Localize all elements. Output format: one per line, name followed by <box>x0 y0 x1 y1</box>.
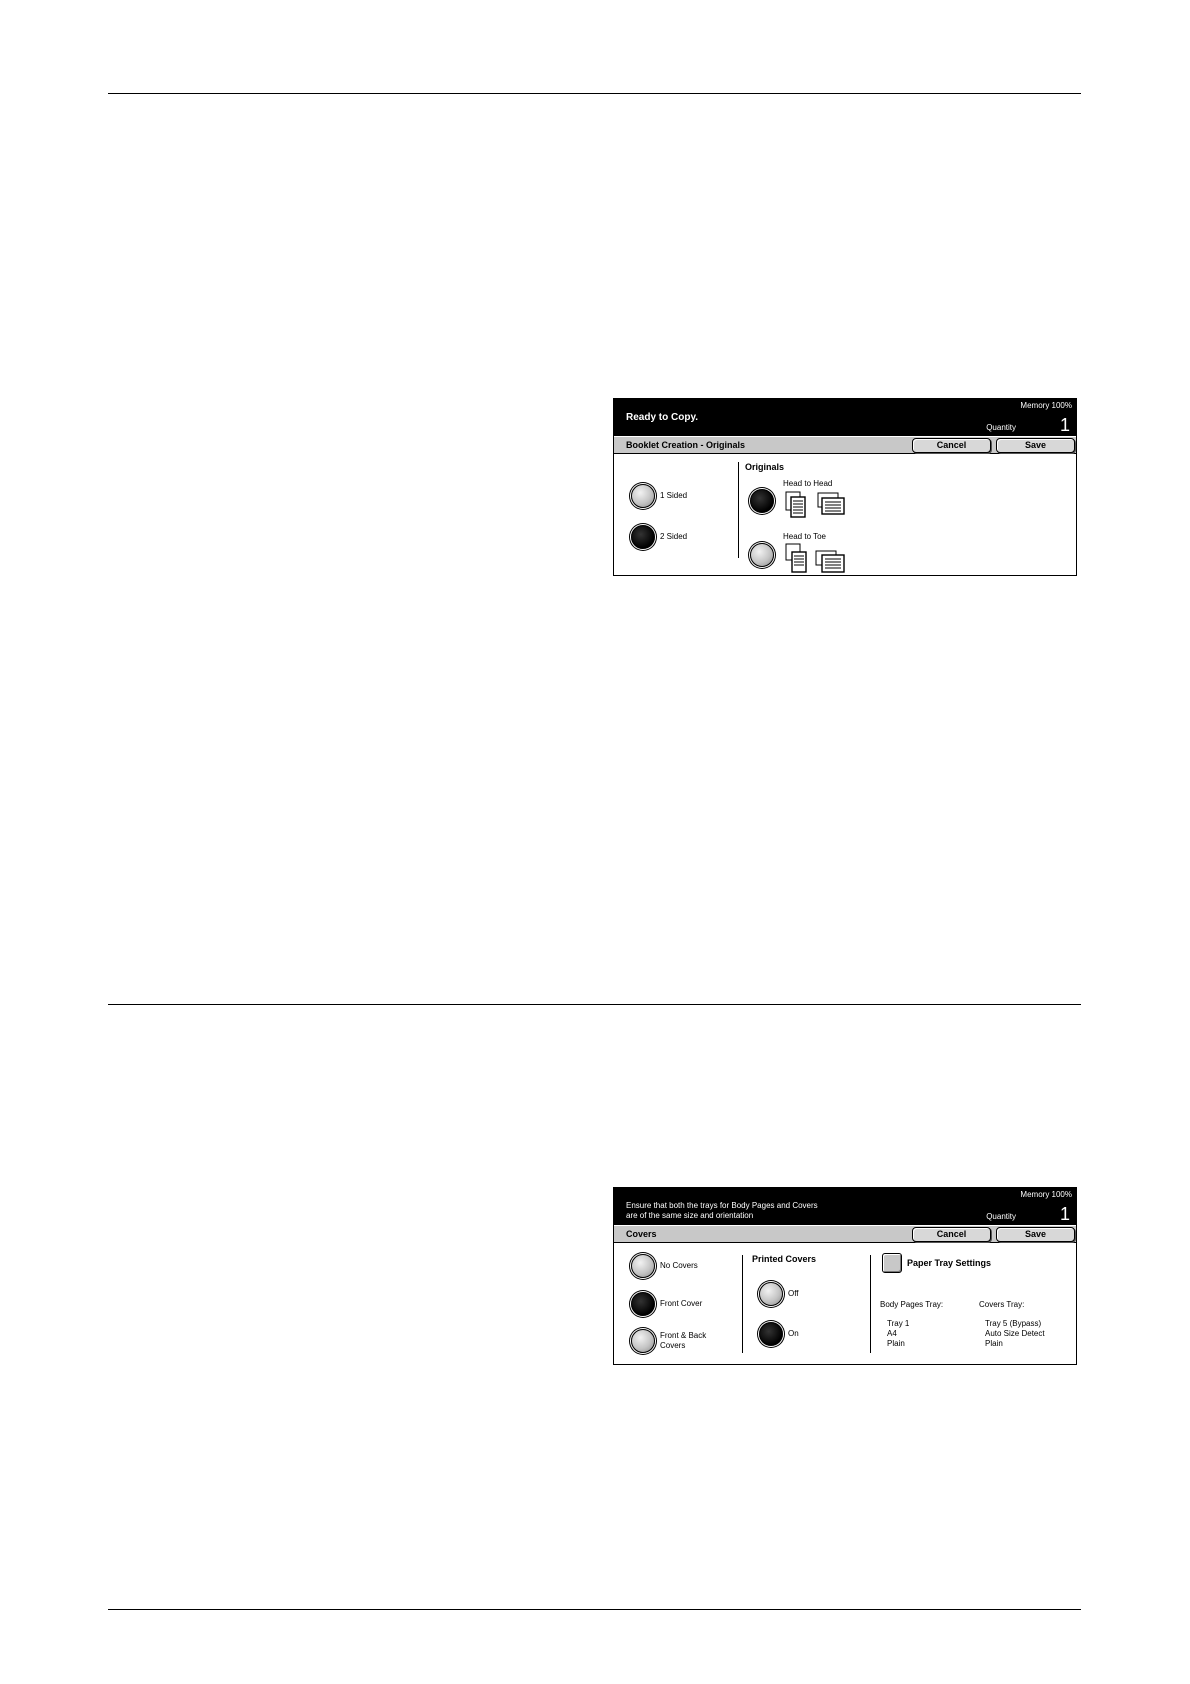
head-to-head-radio[interactable] <box>750 489 774 513</box>
memory-indicator: Memory 100% <box>1020 1190 1072 1199</box>
head-to-toe-label: Head to Toe <box>783 532 826 541</box>
head-to-head-label: Head to Head <box>783 479 833 488</box>
printed-covers-off-label: Off <box>788 1289 799 1298</box>
front-cover-radio[interactable] <box>631 1292 702 1316</box>
covers-tray-line1: Tray 5 (Bypass) <box>985 1319 1042 1328</box>
body-pages-tray-line1: Tray 1 <box>887 1319 910 1328</box>
front-cover-label: Front Cover <box>660 1299 703 1308</box>
title-bar <box>614 436 1076 454</box>
screen-title: Covers <box>626 1229 657 1239</box>
covers-tray-heading: Covers Tray: <box>979 1300 1025 1309</box>
one-sided-radio[interactable] <box>631 484 687 508</box>
covers-tray-line3: Plain <box>985 1339 1003 1348</box>
booklet-originals-screen <box>613 398 1077 576</box>
screen-title: Booklet Creation - Originals <box>626 440 746 450</box>
radio-indicator <box>750 489 774 513</box>
status-message: Ready to Copy. <box>626 412 699 423</box>
radio-indicator <box>631 525 655 549</box>
middle-rule <box>108 1004 1081 1005</box>
two-sided-radio[interactable] <box>631 525 687 549</box>
no-covers-label: No Covers <box>660 1261 698 1270</box>
no-covers-radio[interactable] <box>631 1254 698 1278</box>
cancel-button[interactable]: Cancel <box>912 438 991 453</box>
two-sided-label: 2 Sided <box>660 532 688 541</box>
top-rule <box>108 93 1081 94</box>
head-to-toe-icon <box>784 543 846 575</box>
radio-indicator <box>631 1254 655 1278</box>
printed-covers-on-radio[interactable] <box>759 1322 799 1346</box>
head-to-toe-radio[interactable] <box>750 543 774 567</box>
quantity-value: 1 <box>1059 1204 1070 1224</box>
paper-tray-settings-button[interactable] <box>882 1253 902 1273</box>
status-message-line1: Ensure that both the trays for Body Pages and Covers <box>626 1201 818 1210</box>
save-button[interactable]: Save <box>996 1227 1075 1242</box>
front-back-covers-label <box>660 1331 706 1351</box>
status-header <box>614 1188 1076 1225</box>
save-button[interactable]: Save <box>996 438 1075 453</box>
body-pages-tray-line3: Plain <box>887 1339 905 1348</box>
cancel-button[interactable]: Cancel <box>912 1227 991 1242</box>
bottom-rule <box>108 1609 1081 1610</box>
quantity-label: Quantity <box>986 423 1016 432</box>
printed-covers-off-radio[interactable] <box>759 1282 799 1306</box>
covers-tray-line2: Auto Size Detect <box>985 1329 1045 1338</box>
status-message-line2: are of the same size and orientation <box>626 1211 754 1220</box>
body-pages-tray-heading: Body Pages Tray: <box>880 1300 944 1309</box>
radio-indicator <box>631 1292 655 1316</box>
paper-tray-settings-label: Paper Tray Settings <box>907 1258 992 1268</box>
quantity-value: 1 <box>1059 415 1070 435</box>
quantity-label: Quantity <box>986 1212 1016 1221</box>
printed-covers-title: Printed Covers <box>752 1254 817 1264</box>
front-back-label-line2: Covers <box>660 1341 686 1350</box>
front-back-covers-radio[interactable] <box>631 1329 706 1353</box>
group-divider-1 <box>742 1255 743 1353</box>
title-bar <box>614 1225 1076 1243</box>
originals-group-title: Originals <box>745 462 785 472</box>
covers-screen <box>613 1187 1077 1365</box>
radio-indicator <box>759 1322 783 1346</box>
front-back-label-line1: Front & Back <box>660 1331 707 1340</box>
status-header <box>614 399 1076 436</box>
head-to-head-icon <box>784 490 846 520</box>
printed-covers-on-label: On <box>788 1329 799 1338</box>
group-divider <box>738 462 739 558</box>
radio-indicator <box>631 1329 655 1353</box>
radio-indicator <box>750 543 774 567</box>
radio-indicator <box>631 484 655 508</box>
one-sided-label: 1 Sided <box>660 491 688 500</box>
radio-indicator <box>759 1282 783 1306</box>
body-pages-tray-line2: A4 <box>887 1329 897 1338</box>
group-divider-2 <box>870 1255 871 1353</box>
memory-indicator: Memory 100% <box>1020 401 1072 410</box>
